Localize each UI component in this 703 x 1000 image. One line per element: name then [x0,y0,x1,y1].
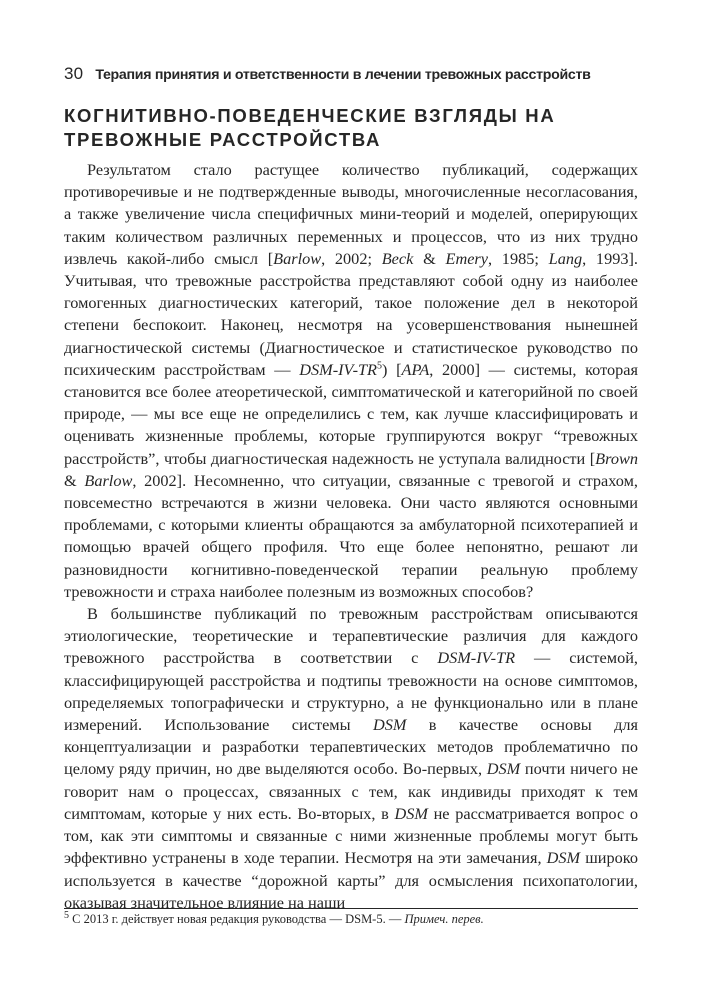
footnote-number: 5 [64,909,69,921]
text-run: & [413,248,446,268]
citation-author: Lang [548,248,583,268]
dsm-reference: DSM [394,803,428,823]
dsm-reference: DSM-IV-TR [299,359,378,379]
text-run: в качестве основы для концептуализации и разработки терапевтических методов проблематично по целому ряду причин, но две выделяются особо. Во-первых, [64,715,639,779]
paragraph-2 [64,603,638,914]
citation-author: APA [401,359,430,379]
citation-author: Barlow [84,470,133,490]
footnote-text: С 2013 г. действует новая редакция руководства — DSM-5. — [69,912,405,926]
page-number: 30 [64,64,84,83]
citation-author: Brown [595,448,638,468]
text-run: не рассматривается вопрос о том, как эти симптомы и связанные с ними жизненные проблемы могут быть эффективно устранены в ходе терапии. Несмотря на эти замечания, [64,803,638,868]
dsm-reference: DSM [486,759,521,779]
text-run: почти ничего не говорит нам о процессах, связанных с тем, как индивиды приходят к тем симптомам, которые у них есть. Во-вторых, в [64,759,638,823]
footnote-divider [64,908,638,909]
text-run: — системой, классифицирующей расстройства и подтипы тревожности на основе симптомов, определяемых топографически и структурно, а не функционально или в плане измерений. Использование системы [64,648,638,735]
text-run: В большинстве публикаций по тревожным расстройствам описываются этиологические, теоретические и терапевтические различия для каждого тревожного расстройства в соответствии с [64,604,638,668]
citation-author: Beck [381,248,414,268]
dsm-reference: DSM [546,848,581,868]
text-run: , 2000] — системы, которая становится все более атеоретической, симптоматической и категорийной по своей природе, — мы все еще не определились с тем, как лучше классифицировать и оценивать жизненные проблемы, которые группируются вокруг “тревожных расстройств”, чтобы диагностическая надежность не уступала валидности [ [64,359,638,468]
running-title: Терапия принятия и ответственности в лечении тревожных расстройств [95,67,591,83]
text-run: широко используется в качестве “дорожной карты” для осмысления психопатологии, оказывая значительное влияние на наши [64,848,638,912]
body-text [64,159,638,914]
citation-author: Barlow [273,248,322,268]
text-run: , 2002; [321,248,382,268]
citation-author: Emery [445,248,488,268]
section-title: КОГНИТИВНО-ПОВЕДЕНЧЕСКИЕ ВЗГЛЯДЫ НА ТРЕВОЖНЫЕ РАССТРОЙСТВА [64,105,556,150]
paragraph-1 [64,159,638,603]
text-run: & [64,470,85,490]
text-run: , 1985; [488,248,549,268]
dsm-reference: DSM [372,715,407,735]
text-run: , 1993]. Учитывая, что тревожные расстройства представляют собой одну из наиболее гомогенных диагностических категорий, такое положение дел в некоторой степени беспокоит. Наконец, несмотря на усовершенствования нынешней диагностической системы (Диагностическое и статистическое руководство по психическим расстройствам — [64,248,638,379]
running-header [64,64,644,84]
footnote [64,911,638,927]
dsm-reference: DSM-IV-TR [437,648,516,668]
text-run: ) [ [382,359,402,379]
translator-note-label: Примеч. перев. [404,912,484,926]
text-run: Результатом стало растущее количество публикаций, содержащих противоречивые и не подтвержденные выводы, многочисленные несогласования, а также увеличение числа специфичных мини-теорий и моделей, оперирующих таким количеством различных переменных и процессов, что из них трудно извлечь какой-либо смысл [ [64,160,638,268]
footnote-marker: 5 [377,360,383,372]
text-run: , 2002]. Несомненно, что ситуации, связанные с тревогой и страхом, повсеместно встречаются в жизни человека. Они часто являются основными проблемами, с которыми клиенты обращаются за амбулаторной психотерапией и помощью врачей общего профиля. Что еще более непонятно, решают ли разновидности когнитивно-поведенческой терапии реальную проблему тревожности и страха наиболее полезным из возможных способов? [64,470,638,601]
